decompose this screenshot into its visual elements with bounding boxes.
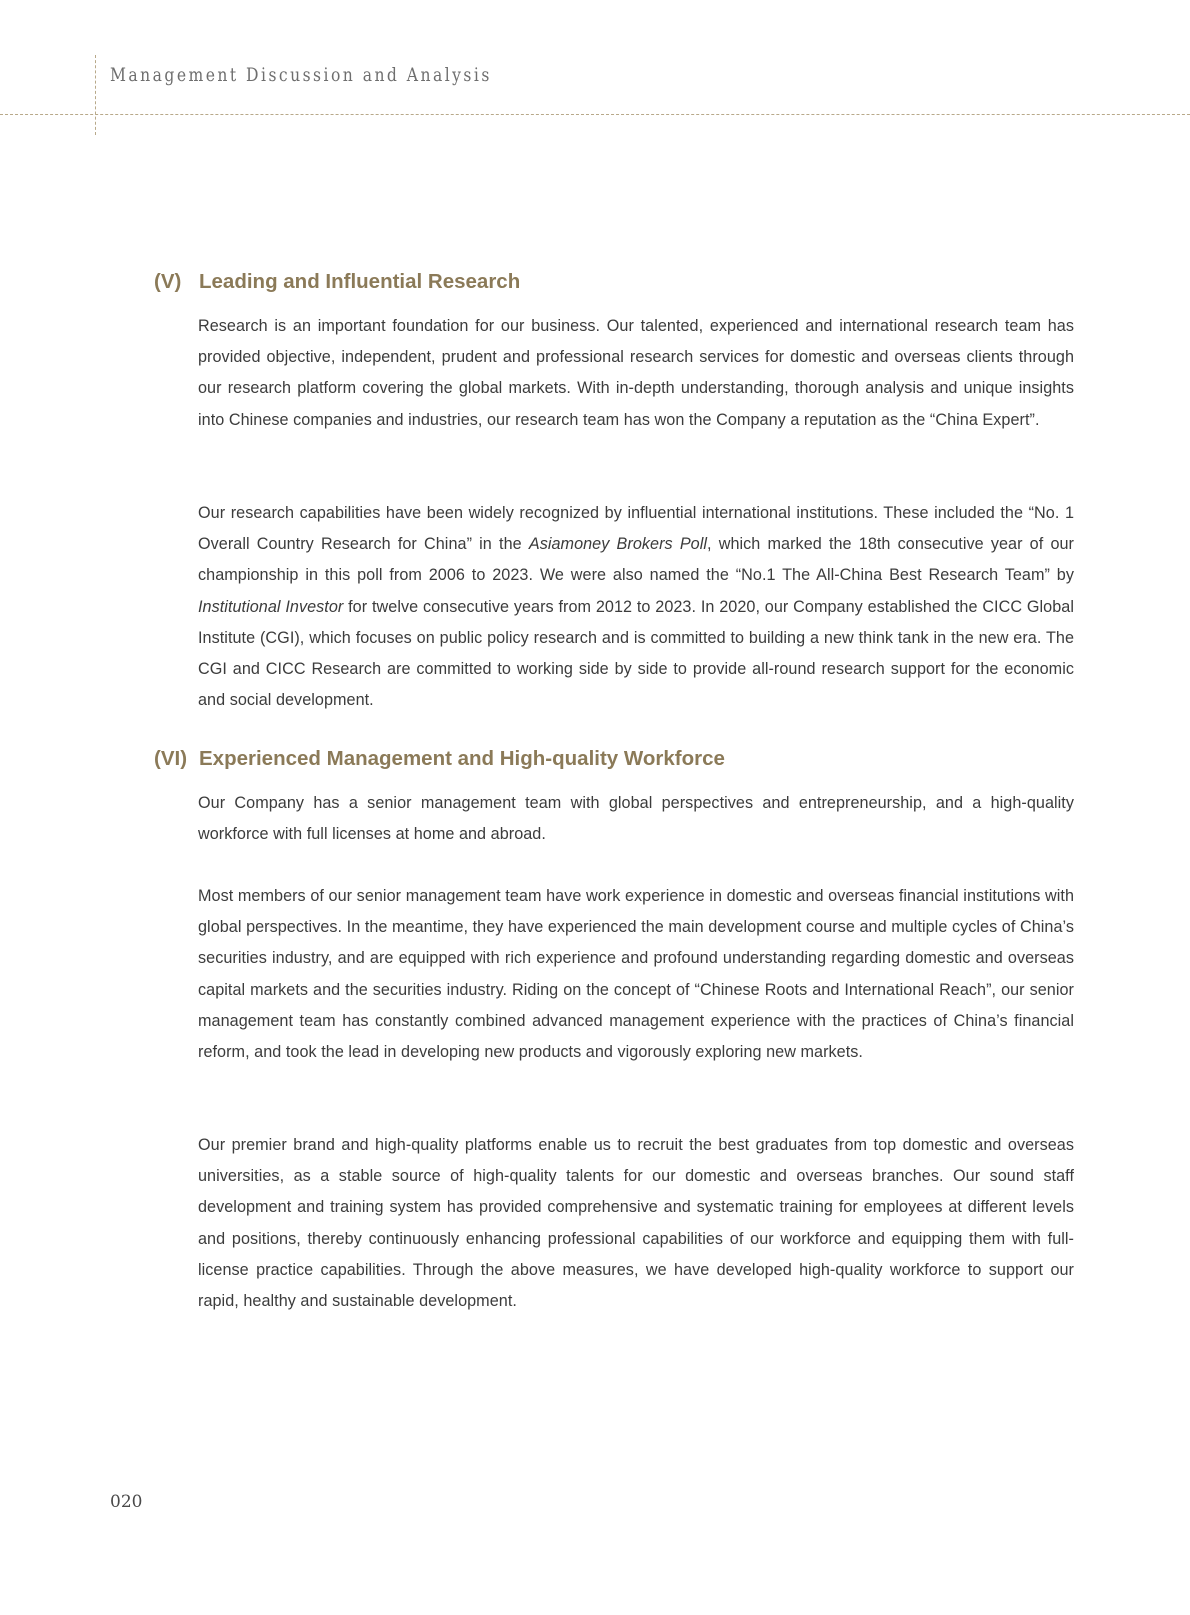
header-horizontal-rule bbox=[0, 114, 1190, 115]
text-segment: , which marked the 18th consecutive year of our championship in this poll from 2006 to 2023. We were also named the “No.1 The All-China Best Research Team” by bbox=[198, 535, 1074, 585]
paragraph bbox=[198, 1130, 1074, 1317]
text-segment: Our premier brand and high-quality platforms enable us to recruit the best graduates from top domestic and overseas universities, as a stable source of high-quality talents for our domestic and overseas branches. Our sound staff development and training system has provided comprehensive and systematic training for employees at different levels and positions, thereby continuously enhancing professional capabilities of our workforce and equipping them with full-license practice capabilities. Through the above measures, we have developed high-quality workforce to support our rapid, healthy and sustainable development. bbox=[198, 1136, 1074, 1311]
paragraph bbox=[198, 788, 1074, 850]
section-number: (VI) bbox=[154, 747, 188, 770]
text-segment: Our Company has a senior management team with global perspectives and entrepreneurship, and a high-quality workforce with full licenses at home and abroad. bbox=[198, 794, 1074, 844]
running-header-title: Management Discussion and Analysis bbox=[110, 64, 492, 86]
italic-title: Asiamoney Brokers Poll bbox=[528, 535, 708, 554]
text-segment: Most members of our senior management team have work experience in domestic and overseas financial institutions with global perspectives. In the meantime, they have experienced the main development course and multiple cycles of China’s securities industry, and are equipped with rich experience and profound understanding regarding domestic and overseas capital markets and the securities industry. Riding on the concept of “Chinese Roots and International Reach”, our senior management team has constantly combined advanced management experience with the practices of China’s financial reform, and took the lead in developing new products and vigorously exploring new markets. bbox=[198, 887, 1074, 1062]
section-heading-v bbox=[154, 270, 520, 294]
section-number: (V) bbox=[154, 270, 182, 293]
text-segment: Research is an important foundation for our business. Our talented, experienced and international research team has provided objective, independent, prudent and professional research services for domestic and overseas clients through our research platform covering the global markets. With in-depth understanding, thorough analysis and unique insights into Chinese companies and industries, our research team has won the Company a reputation as the “China Expert”. bbox=[198, 317, 1074, 429]
text-segment: Our research capabilities have been widely recognized by influential international institutions. These included the “No. 1 Overall Country Research for China” in the bbox=[198, 504, 1074, 554]
header-vertical-rule bbox=[95, 55, 96, 135]
paragraph bbox=[198, 881, 1074, 1068]
page-number: 020 bbox=[110, 1492, 143, 1512]
text-segment: for twelve consecutive years from 2012 to 2023. In 2020, our Company established the CICC Global Institute (CGI), which focuses on public policy research and is committed to building a new think tank in the new era. The CGI and CICC Research are committed to working side by side to provide all-round research support for the economic and social development. bbox=[198, 597, 1074, 710]
paragraph bbox=[198, 311, 1074, 436]
paragraph bbox=[198, 498, 1074, 716]
italic-title: Institutional Investor bbox=[198, 597, 344, 616]
section-title: Experienced Management and High-quality Workforce bbox=[199, 747, 725, 770]
section-heading-vi bbox=[154, 747, 725, 771]
section-title: Leading and Influential Research bbox=[199, 270, 521, 293]
